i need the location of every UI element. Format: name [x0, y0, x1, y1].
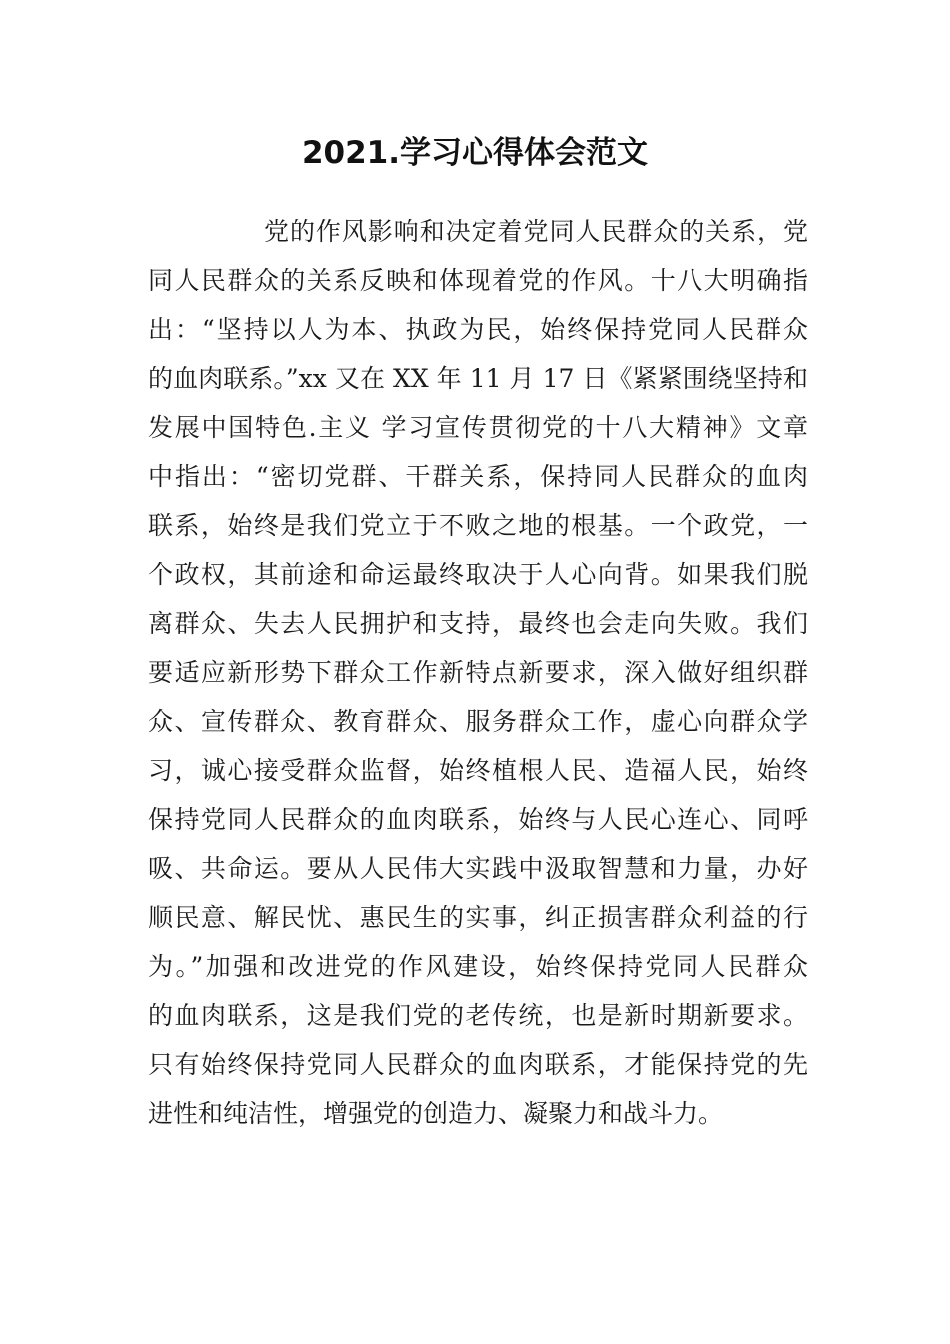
body-line-last: 进性和纯洁性，增强党的创造力、凝聚力和战斗力。 [148, 1099, 724, 1128]
body-line: 的血肉联系，这是我们党的老传统，也是新时期新要求。 [148, 1001, 808, 1030]
document-body [148, 207, 808, 1138]
body-line: 联系，始终是我们党立于不败之地的根基。一个政党，一 [148, 511, 808, 540]
body-line: 党的作风影响和决定着党同人民群众的关系，党 [264, 217, 808, 246]
body-line: 要适应新形势下群众工作新特点新要求，深入做好组织群 [148, 658, 808, 687]
body-line: 离群众、失去人民拥护和支持，最终也会走向失败。我们 [148, 609, 808, 638]
body-line: 的血肉联系。”xx 又在 XX 年 11 月 17 日《紧紧围绕坚持和 [148, 364, 808, 393]
body-line: 顺民意、解民忧、惠民生的实事，纠正损害群众利益的行 [148, 903, 808, 932]
body-line: 发展中国特色.主义 学习宣传贯彻党的十八大精神》文章 [148, 413, 808, 442]
body-line: 同人民群众的关系反映和体现着党的作风。十八大明确指 [148, 266, 808, 295]
body-line: 中指出：“密切党群、干群关系，保持同人民群众的血肉 [148, 462, 808, 491]
body-line: 众、宣传群众、教育群众、服务群众工作，虚心向群众学 [148, 707, 808, 736]
document-title: 2021.学习心得体会范文 [301, 135, 649, 171]
body-line: 保持党同人民群众的血肉联系，始终与人民心连心、同呼 [148, 805, 808, 834]
body-line: 吸、共命运。要从人民伟大实践中汲取智慧和力量，办好 [148, 854, 808, 883]
body-line: 个政权，其前途和命运最终取决于人心向背。如果我们脱 [148, 560, 808, 589]
body-line: 出：“坚持以人为本、执政为民，始终保持党同人民群众 [148, 315, 808, 344]
body-line: 习，诚心接受群众监督，始终植根人民、造福人民，始终 [148, 756, 808, 785]
body-line: 为。”加强和改进党的作风建设，始终保持党同人民群众 [148, 952, 808, 981]
body-line: 只有始终保持党同人民群众的血肉联系，才能保持党的先 [148, 1050, 808, 1079]
